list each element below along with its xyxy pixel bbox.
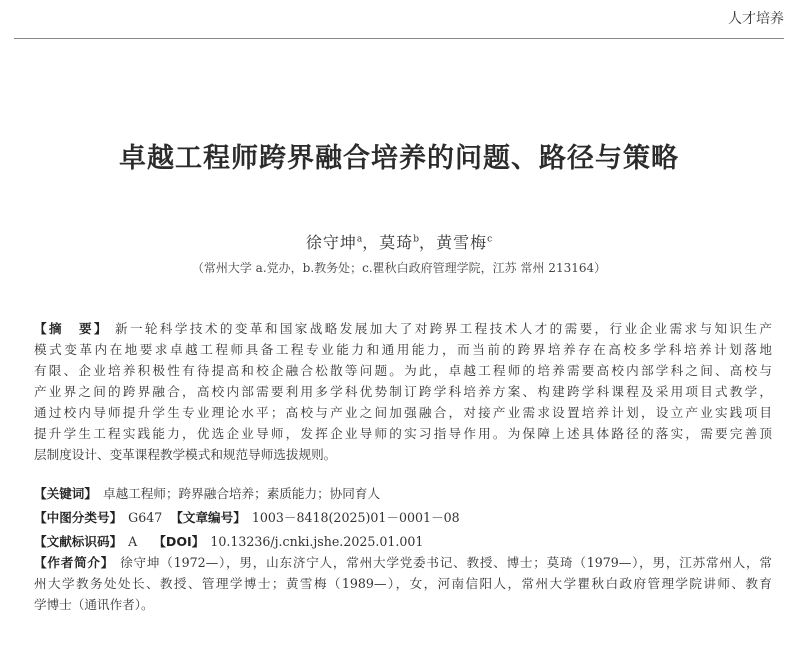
author-separator: ， bbox=[362, 233, 380, 252]
abstract-line: 提升学生工程实践能力，优选企业导师，发挥企业导师的实习指导作用。为保障上述具体路径的落实，需要完善顶 bbox=[34, 426, 772, 441]
abstract-text: 新一轮科学技术的变革和国家战略发展加大了对跨界工程技术人才的需要，行业企业需求与知识生产 bbox=[114, 321, 773, 336]
affiliation: （常州大学 a.党办，b.教务处；c.瞿秋白政府管理学院，江苏 常州 213164） bbox=[191, 261, 607, 275]
abstract-line bbox=[34, 318, 772, 339]
section-label: 人才培养 bbox=[728, 11, 784, 27]
clc-value: G647 bbox=[128, 510, 163, 525]
author-bio bbox=[34, 552, 772, 615]
author-line bbox=[0, 230, 798, 253]
author-name: 徐守坤 bbox=[305, 233, 357, 252]
bio-label: 【作者简介】 bbox=[34, 555, 115, 570]
bio-text: 徐守坤（1972—），男，山东济宁人，常州大学党委书记、教授、博士；莫琦（1979—），男，江苏常州人，常 bbox=[120, 555, 772, 570]
doi-value[interactable]: 10.13236/j.cnki.jshe.2025.01.001 bbox=[210, 534, 424, 549]
identification-row bbox=[34, 531, 772, 550]
abstract-line: 通过校内导师提升学生专业理论水平；高校与产业之间加强融合，对接产业需求设置培养计划，设立产业实践项目 bbox=[34, 405, 772, 420]
header-rule bbox=[14, 38, 784, 39]
article-title: 卓越工程师跨界融合培养的问题、路径与策略 bbox=[119, 143, 679, 174]
keywords bbox=[34, 483, 772, 502]
doi-label: 【DOI】 bbox=[153, 534, 205, 549]
affiliation-mark: c bbox=[487, 234, 493, 245]
bio-line bbox=[34, 552, 772, 573]
clc-label: 【中图分类号】 bbox=[34, 510, 123, 525]
abstract-line: 有限、企业培养积极性有待提高和校企融合松散等问题。为此，卓越工程师的培养需要高校内部学科之间、高校与 bbox=[34, 363, 772, 378]
bio-line: 学博士（通讯作者）。 bbox=[34, 597, 154, 612]
article-number-value: 1003－8418(2025)01－0001－08 bbox=[251, 510, 460, 525]
abstract-line: 层制度设计、变革课程教学模式和规范导师选拔规则。 bbox=[34, 447, 337, 462]
author-name: 黄雪梅 bbox=[436, 233, 488, 252]
bio-line: 州大学教务处处长、教授、管理学博士；黄雪梅（1989—），女，河南信阳人，常州大学瞿秋白政府管理学院讲师、教育 bbox=[34, 576, 772, 591]
keywords-label: 【关键词】 bbox=[34, 486, 97, 501]
document-code-label: 【文献标识码】 bbox=[34, 534, 123, 549]
author-separator: ， bbox=[419, 233, 437, 252]
affiliation-mark: a bbox=[356, 234, 363, 245]
author-name: 莫琦 bbox=[379, 233, 414, 252]
abstract-line: 产业界之间的跨界融合，高校内部需要利用多学科优势制订跨学科培养方案、构建跨学科课程及采用项目式教学， bbox=[34, 384, 772, 399]
affiliation-mark: b bbox=[413, 234, 420, 245]
abstract-label: 【摘 要】 bbox=[34, 321, 109, 336]
abstract-line: 模式变革内在地要求卓越工程师具备工程专业能力和通用能力，而当前的跨界培养存在高校多学科培养计划落地 bbox=[34, 342, 772, 357]
keywords-value: 卓越工程师；跨界融合培养；素质能力；协同育人 bbox=[102, 486, 381, 501]
article-number-label: 【文章编号】 bbox=[170, 510, 246, 525]
classification-row bbox=[34, 507, 772, 526]
abstract bbox=[34, 318, 772, 465]
document-code-value: A bbox=[128, 534, 138, 549]
